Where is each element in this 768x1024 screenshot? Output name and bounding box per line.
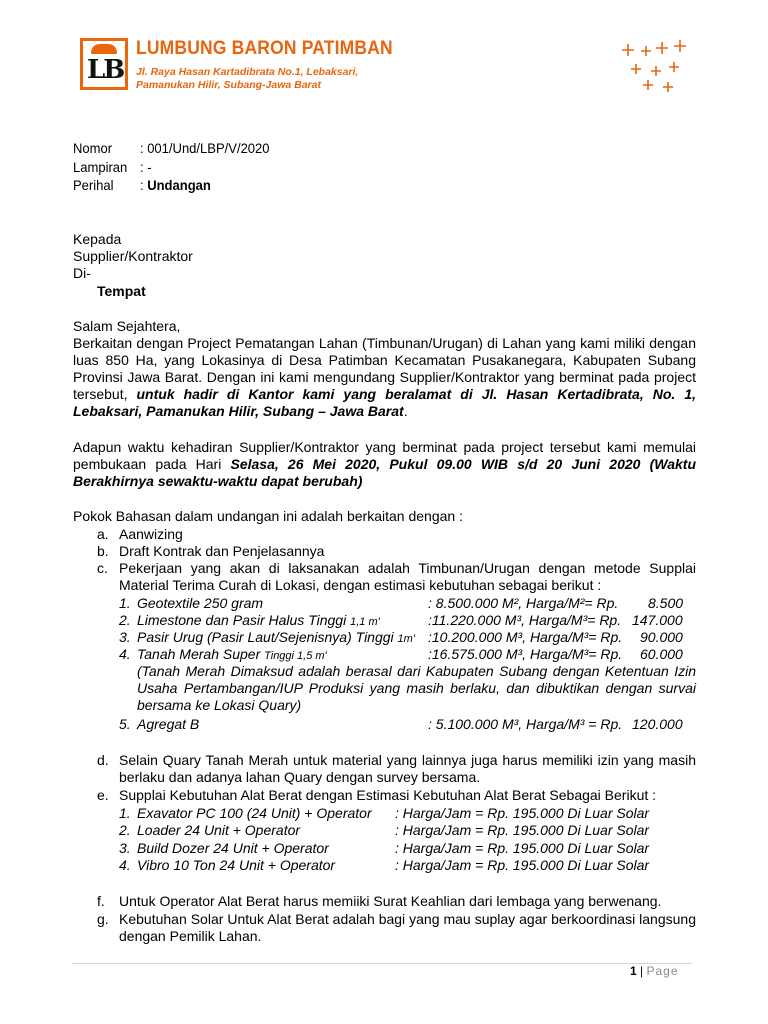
paragraph-1-plain: Berkaitan dengan Project Pematangan Lahan (Timbunan/Urugan) di Lahan yang kami miliki dengan luas 850 Ha, yang Lokasinya di Desa Patimban Kecamatan Pusakanegara, Kabupaten Subang Provinsi Jawa Barat. Dengan ini kami mengundang Supplier/Kontraktor yang berminat pada project tersebut,: [73, 335, 696, 402]
material-4-qty: :16.575.000 M³, Harga/M³= Rp.: [428, 646, 623, 662]
paragraph-1-end: .: [403, 403, 408, 419]
material-1-num: 1.: [119, 595, 131, 611]
page-word: Page: [646, 964, 679, 978]
paragraph-1-bold: untuk hadir di Kantor kami yang beralamat di Jl. Hasan Kertadibrata, No. 1, Lebaksari, Pamanukan Hilir, Subang – Jawa Barat: [73, 386, 696, 419]
recipient-name: Supplier/Kontraktor: [73, 248, 193, 264]
equipment-1-num: 1.: [119, 805, 131, 821]
di-label: Di-: [73, 265, 91, 281]
lampiran-value: : -: [139, 159, 152, 175]
equipment-4-num: 4.: [119, 857, 131, 873]
company-name: LUMBUNG BARON PATIMBAN: [136, 38, 393, 59]
item-e-text: Supplai Kebutuhan Alat Berat dengan Estimasi Kebutuhan Alat Berat Sebagai Berikut :: [119, 787, 657, 803]
equipment-2-num: 2.: [119, 822, 131, 838]
material-2-price: 147.000: [632, 612, 683, 628]
address-line-2: Pamanukan Hilir, Subang-Jawa Barat: [136, 79, 321, 91]
company-logo: [80, 38, 128, 90]
paragraph-2: [73, 439, 696, 490]
item-c-text: Pekerjaan yang akan di laksanakan adalah Timbunan/Urugan dengan metode Supplai Material Terima Curah di Lokasi, dengan estimasi kebutuhan sebagai berikut :: [119, 560, 696, 593]
material-2-qty: :11.220.000 M³, Harga/M³= Rp.: [428, 612, 622, 628]
nomor-label: Nomor: [73, 140, 113, 156]
material-1-qty: : 8.500.000 M², Harga/M²= Rp.: [428, 595, 619, 611]
material-4-extra: Tinggi 1,5 m': [264, 650, 327, 662]
item-g-text: Kebutuhan Solar Untuk Alat Berat adalah bagi yang mau suplay agar berkoordinasi langsung dengan Pemilik Lahan.: [119, 911, 696, 944]
material-4-name: Tanah Merah Super Tinggi 1,5 m': [137, 646, 327, 662]
item-d-text: Selain Quary Tanah Merah untuk material yang lainnya juga harus memiliki izin yang masih berlaku dan adanya lahan Quary dengan survey bersama.: [119, 752, 696, 785]
item-b-label: b.: [97, 543, 109, 559]
kepada-label: Kepada: [73, 231, 122, 247]
address-line-1: Jl. Raya Hasan Kartadibrata No.1, Lebaksari,: [136, 66, 359, 78]
item-g-label: g.: [97, 911, 109, 927]
material-2-num: 2.: [119, 612, 131, 628]
material-1-name: Geotextile 250 gram: [137, 595, 264, 611]
item-d-label: d.: [97, 752, 109, 768]
logo-text: LB: [87, 55, 124, 85]
item-e-label: e.: [97, 787, 109, 803]
equipment-3-name: Build Dozer 24 Unit + Operator: [137, 840, 329, 856]
material-1-price: 8.500: [648, 595, 684, 611]
perihal-row: [73, 177, 211, 193]
item-a-label: a.: [97, 526, 109, 542]
perihal-label: Perihal: [73, 177, 114, 193]
material-4-num: 4.: [119, 646, 131, 662]
paragraph-1: [73, 335, 696, 420]
material-5-num: 5.: [119, 716, 131, 732]
material-5-qty: : 5.100.000 M³, Harga/M³ = Rp.: [428, 716, 623, 732]
equipment-2-name: Loader 24 Unit + Operator: [137, 822, 301, 838]
material-3-name: Pasir Urug (Pasir Laut/Sejenisnya) Tinggi 1m': [137, 629, 415, 645]
equipment-4-price: : Harga/Jam = Rp. 195.000 Di Luar Solar: [395, 857, 650, 873]
lampiran-label: Lampiran: [73, 159, 128, 175]
stars-decoration-icon: [618, 36, 690, 96]
paragraph-2-bold: Selasa, 26 Mei 2020, Pukul 09.00 WIB s/d 20 Juni 2020 (Waktu Berakhirnya sewaktu-waktu dapat berubah): [73, 456, 696, 489]
material-3-price: 90.000: [640, 629, 683, 645]
nomor-value: : 001/Und/LBP/V/2020: [139, 140, 270, 156]
item-b-text: Draft Kontrak dan Penjelasannya: [119, 543, 325, 559]
item-f-label: f.: [97, 893, 105, 909]
material-3-qty: :10.200.000 M³, Harga/M³= Rp.: [428, 629, 623, 645]
equipment-3-price: : Harga/Jam = Rp. 195.000 Di Luar Solar: [395, 840, 650, 856]
material-3-extra: 1m': [397, 633, 415, 645]
page-separator: |: [636, 964, 647, 978]
material-note: (Tanah Merah Dimaksud adalah berasal dari Kabupaten Subang dengan Ketentuan Izin Usaha Pertambangan/IUP Produksi yang masih berlaku, dan dibuktikan dengan survai bersama ke Lokasi Quary): [137, 663, 696, 713]
equipment-2-price: : Harga/Jam = Rp. 195.000 Di Luar Solar: [395, 822, 650, 838]
material-5-name: Agregat B: [137, 716, 200, 732]
equipment-1-name: Exavator PC 100 (24 Unit) + Operator: [137, 805, 372, 821]
material-3-num: 3.: [119, 629, 131, 645]
equipment-3-num: 3.: [119, 840, 131, 856]
nomor-row: [73, 140, 270, 156]
lampiran-row: [73, 159, 152, 175]
paragraph-2-plain: Adapun waktu kehadiran Supplier/Kontraktor yang berminat pada project tersebut kami memulai pembukaan pada Hari: [73, 439, 696, 472]
item-f-text: Untuk Operator Alat Berat harus memiiki Surat Keahlian dari lembaga yang berwenang.: [119, 893, 662, 909]
perihal-sep: :: [139, 177, 148, 193]
material-2-name: Limestone dan Pasir Halus Tinggi 1,1 m': [137, 612, 380, 628]
tempat-label: Tempat: [97, 283, 146, 299]
item-a-text: Aanwizing: [119, 526, 183, 542]
material-5-price: 120.000: [632, 716, 683, 732]
equipment-4-name: Vibro 10 Ton 24 Unit + Operator: [137, 857, 336, 873]
perihal-value: Undangan: [147, 177, 211, 193]
page-footer: [630, 964, 679, 978]
greeting: Salam Sejahtera,: [73, 318, 181, 334]
material-4-price: 60.000: [640, 646, 683, 662]
item-c-label: c.: [97, 560, 108, 576]
page-number: 1: [630, 964, 637, 978]
material-2-extra: 1,1 m': [350, 616, 380, 628]
equipment-1-price: : Harga/Jam = Rp. 195.000 Di Luar Solar: [395, 805, 650, 821]
helmet-icon: [91, 44, 117, 54]
footer-divider: [72, 963, 692, 964]
paragraph-3: Pokok Bahasan dalam undangan ini adalah berkaitan dengan :: [73, 508, 463, 524]
company-address: [136, 66, 358, 92]
